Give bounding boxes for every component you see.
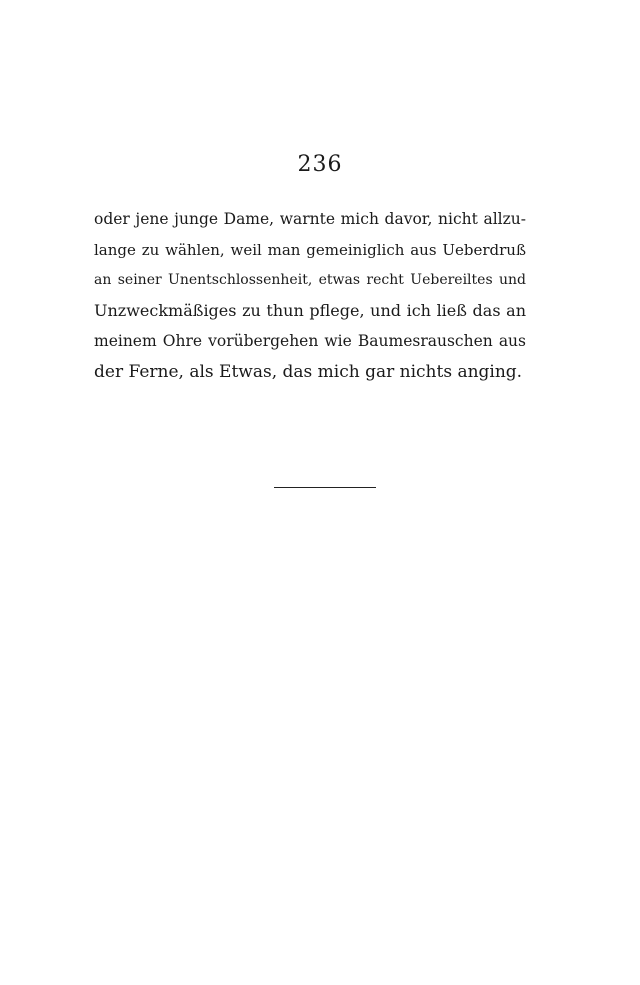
body-text xyxy=(94,204,526,387)
page-number: 236 xyxy=(297,152,343,177)
text-line: Unzweckmäßiges zu thun pflege, und ich ließ das an xyxy=(94,300,526,320)
section-divider xyxy=(274,487,376,488)
text-line: an seiner Unentschlossenheit, etwas recht Uebereiltes und xyxy=(94,272,526,288)
text-line: der Ferne, als Etwas, das mich gar nichts anging. xyxy=(94,361,523,382)
text-line: meinem Ohre vorübergehen wie Baumesrauschen aus xyxy=(94,332,526,350)
text-line: lange zu wählen, weil man gemeiniglich aus Ueberdruß xyxy=(94,240,526,259)
text-line: oder jene junge Dame, warnte mich davor, nicht allzu- xyxy=(94,210,526,228)
